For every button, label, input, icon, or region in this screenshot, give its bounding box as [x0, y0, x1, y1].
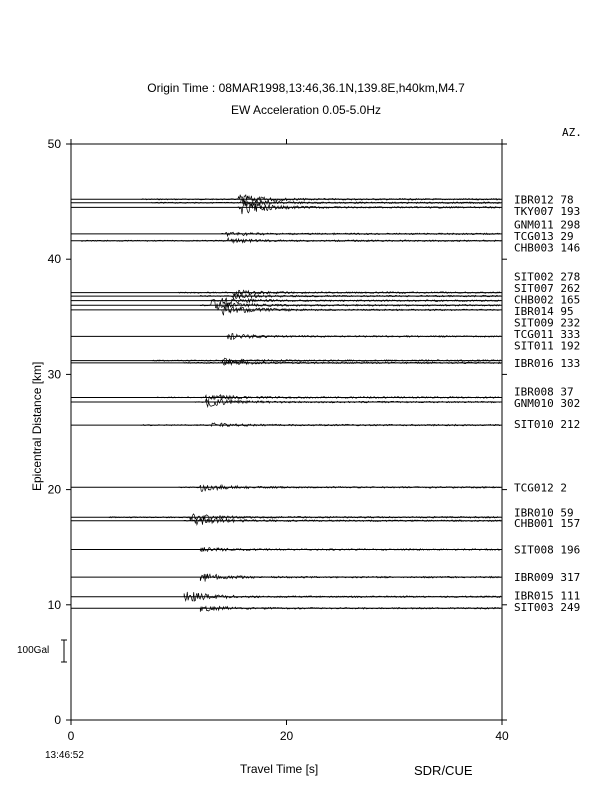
- seismogram-ibr008: [157, 395, 500, 402]
- seismogram-ibr012: [141, 195, 500, 202]
- seismogram-gnm010: [195, 399, 501, 407]
- seismogram-tcg012: [179, 485, 501, 492]
- station-label-sit002: SIT002 278: [514, 270, 581, 284]
- station-label-gnm011: GNM011 298: [514, 218, 581, 232]
- seismogram-traces: [71, 195, 502, 612]
- station-label-tcg011: TCG011 333: [514, 328, 581, 342]
- station-label-tcg013: TCG013 29: [514, 230, 574, 244]
- station-label-ibr010: IBR010 59: [514, 506, 574, 520]
- station-label-chb001: CHB001 157: [514, 517, 581, 531]
- x-axis-label: Travel Time [s]: [240, 762, 319, 776]
- origin-time-label: 13:46:52: [45, 750, 84, 761]
- y-tick-label: 20: [47, 482, 61, 497]
- station-label-sit009: SIT009 232: [514, 316, 581, 330]
- plot-frame: [71, 144, 502, 720]
- y-tick-label: 40: [47, 252, 61, 267]
- station-label-chb003: CHB003 146: [514, 241, 581, 255]
- y-tick-label: 0: [54, 713, 61, 727]
- chart-title: Origin Time : 08MAR1998,13:46,36.1N,139.8E,h40km,M4.7: [147, 81, 465, 95]
- credit-label: SDR/CUE: [414, 763, 473, 778]
- y-tick-label: 10: [47, 597, 61, 612]
- x-tick-label: 0: [67, 729, 75, 743]
- chart-axes: [48, 137, 509, 743]
- station-labels: [514, 193, 580, 614]
- chart-subtitle: EW Acceleration 0.05-5.0Hz: [230, 103, 382, 117]
- seismogram-sit007: [200, 294, 500, 299]
- station-label-sit010: SIT010 212: [514, 417, 581, 431]
- station-label-ibr015: IBR015 111: [514, 589, 581, 603]
- station-label-ibr008: IBR008 37: [514, 385, 574, 399]
- station-label-ibr016: IBR016 133: [514, 356, 581, 370]
- station-label-ibr009: IBR009 317: [514, 571, 581, 585]
- station-label-sit007: SIT007 262: [514, 282, 581, 295]
- station-label-tcg012: TCG012 2: [514, 481, 567, 495]
- scale-bar-label: 100Gal: [17, 645, 50, 656]
- x-tick-label: 40: [495, 729, 509, 743]
- seismogram-sit008: [200, 547, 500, 552]
- seismogram-ibr009: [200, 574, 500, 582]
- azimuth-header: AZ.: [562, 126, 582, 139]
- station-label-sit003: SIT003 249: [514, 601, 581, 615]
- station-label-gnm010: GNM010 302: [514, 397, 581, 411]
- y-tick-label: 50: [47, 137, 61, 151]
- station-label-ibr012: IBR012 78: [514, 193, 574, 207]
- x-tick-label: 20: [279, 729, 294, 743]
- station-label-chb002: CHB002 165: [514, 293, 581, 307]
- y-axis-label: Epicentral Distance [km]: [30, 361, 44, 491]
- station-label-sit008: SIT008 196: [514, 543, 581, 557]
- y-tick-label: 30: [47, 367, 61, 382]
- station-label-ibr014: IBR014 95: [514, 305, 574, 319]
- station-label-tky007: TKY007 193: [514, 204, 581, 218]
- seismogram-sit003: [200, 606, 500, 611]
- station-label-sit011: SIT011 192: [514, 339, 581, 353]
